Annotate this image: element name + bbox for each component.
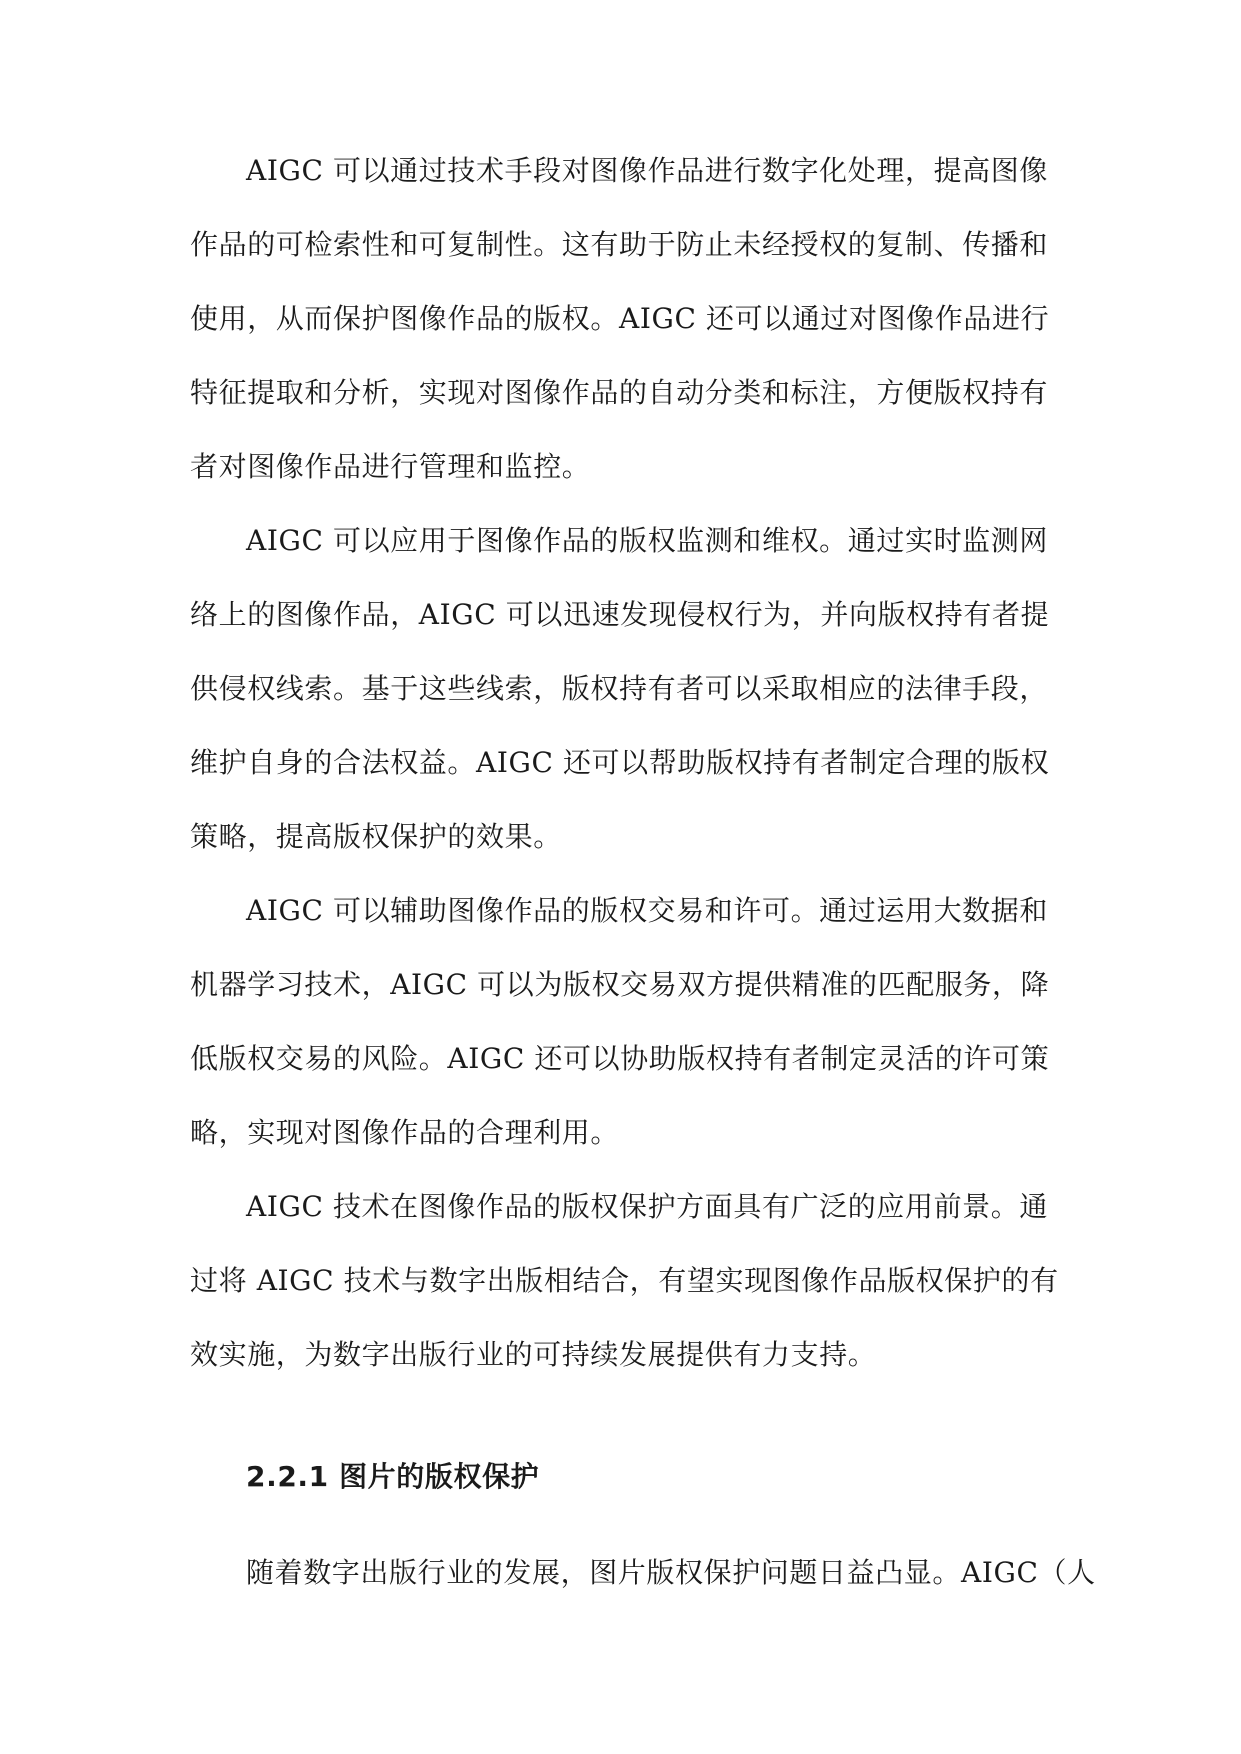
- paragraph-1: [190, 134, 1070, 504]
- paragraph-3: [190, 874, 1070, 1170]
- paragraph-line: 者对图像作品进行管理和监控。: [190, 450, 591, 483]
- paragraph-2: [190, 504, 1070, 874]
- paragraph-line: AIGC 可以辅助图像作品的版权交易和许可。通过运用大数据和: [246, 894, 1048, 927]
- paragraph-line: 络上的图像作品，AIGC 可以迅速发现侵权行为，并向版权持有者提: [190, 598, 1050, 631]
- paragraph-line: AIGC 可以应用于图像作品的版权监测和维权。通过实时监测网: [246, 524, 1048, 557]
- paragraph-line: 作品的可检索性和可复制性。这有助于防止未经授权的复制、传播和: [190, 228, 1049, 261]
- paragraph-line: 低版权交易的风险。AIGC 还可以协助版权持有者制定灵活的许可策: [190, 1042, 1050, 1075]
- paragraph-4: [190, 1170, 1070, 1392]
- paragraph-line: 策略，提高版权保护的效果。: [190, 820, 562, 853]
- paragraph-line: 维护自身的合法权益。AIGC 还可以帮助版权持有者制定合理的版权: [190, 746, 1050, 779]
- paragraph-line: AIGC 技术在图像作品的版权保护方面具有广泛的应用前景。通: [246, 1190, 1048, 1223]
- paragraph-line: 机器学习技术，AIGC 可以为版权交易双方提供精准的匹配服务，降: [190, 968, 1050, 1001]
- paragraph-line: 特征提取和分析，实现对图像作品的自动分类和标注，方便版权持有: [190, 376, 1049, 409]
- paragraph-line: 略，实现对图像作品的合理利用。: [190, 1116, 620, 1149]
- paragraph-line: 效实施，为数字出版行业的可持续发展提供有力支持。: [190, 1338, 877, 1371]
- paragraph-line: 过将 AIGC 技术与数字出版相结合，有望实现图像作品版权保护的有: [190, 1264, 1059, 1297]
- paragraph-line: 随着数字出版行业的发展，图片版权保护问题日益凸显。AIGC（人: [246, 1556, 1096, 1589]
- section-heading: 2.2.1 图片的版权保护: [246, 1460, 540, 1493]
- paragraph-5: [190, 1536, 1096, 1610]
- paragraph-line: 使用，从而保护图像作品的版权。AIGC 还可以通过对图像作品进行: [190, 302, 1050, 335]
- paragraph-line: AIGC 可以通过技术手段对图像作品进行数字化处理，提高图像: [246, 154, 1048, 187]
- paragraph-line: 供侵权线索。基于这些线索，版权持有者可以采取相应的法律手段，: [190, 672, 1049, 705]
